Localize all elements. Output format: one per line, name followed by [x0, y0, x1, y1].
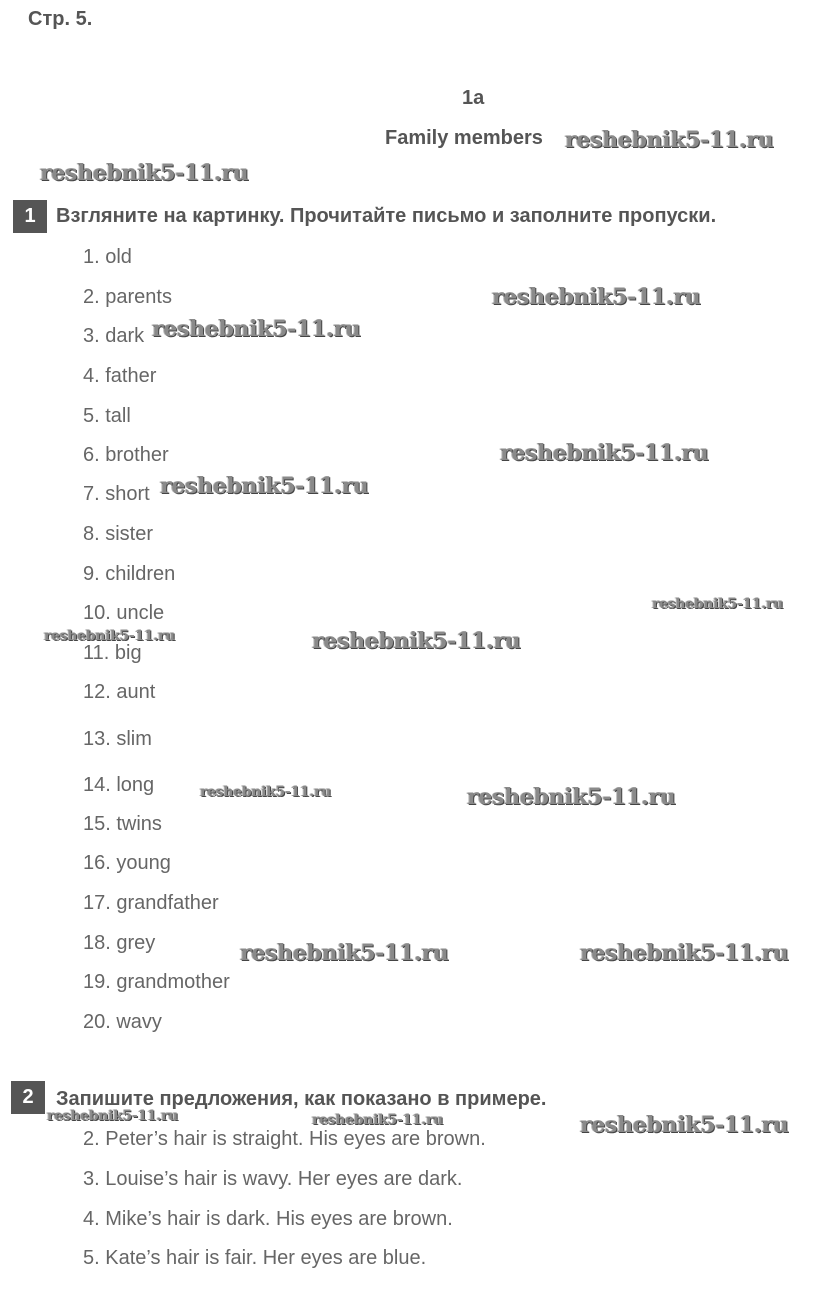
watermark: reshebnik5-11.ru	[500, 440, 709, 466]
exercise-2-number: 2	[11, 1081, 45, 1114]
watermark: reshebnik5-11.ru	[652, 596, 783, 612]
exercise-2-instruction: Запишите предложения, как показано в примере.	[56, 1088, 547, 1110]
exercise-1-answer: 1. old	[83, 246, 132, 268]
watermark: reshebnik5-11.ru	[152, 316, 361, 342]
exercise-1-answer: 7. short	[83, 483, 150, 505]
exercise-1-answer: 18. grey	[83, 932, 156, 954]
watermark: reshebnik5-11.ru	[44, 628, 175, 644]
unit-title: Family members	[385, 127, 543, 149]
watermark: reshebnik5-11.ru	[565, 127, 774, 153]
exercise-1-answer: 3. dark	[83, 325, 145, 347]
exercise-1-answer: 15. twins	[83, 813, 162, 835]
unit-number: 1a	[462, 87, 485, 109]
watermark: reshebnik5-11.ru	[240, 940, 449, 966]
watermark: reshebnik5-11.ru	[200, 784, 331, 800]
exercise-2-answer: 5. Kate’s hair is fair. Her eyes are blue.	[83, 1247, 427, 1269]
exercise-1-answer: 14. long	[83, 774, 155, 796]
exercise-1-answer: 8. sister	[83, 523, 154, 545]
exercise-1-number: 1	[13, 200, 47, 233]
exercise-1-answer: 12. aunt	[83, 681, 156, 703]
exercise-1-answer: 9. children	[83, 563, 176, 585]
exercise-1-answer: 4. father	[83, 365, 157, 387]
exercise-1-answer: 6. brother	[83, 444, 169, 466]
watermark: reshebnik5-11.ru	[312, 628, 521, 654]
watermark: reshebnik5-11.ru	[580, 940, 789, 966]
exercise-1-instruction: Взгляните на картинку. Прочитайте письмо и заполните пропуски.	[56, 205, 717, 227]
exercise-1-answer: 17. grandfather	[83, 892, 219, 914]
exercise-1-answer: 20. wavy	[83, 1011, 162, 1033]
watermark: reshebnik5-11.ru	[312, 1112, 443, 1128]
watermark: reshebnik5-11.ru	[580, 1112, 789, 1138]
exercise-1-answer: 10. uncle	[83, 602, 165, 624]
exercise-1-answer: 5. tall	[83, 405, 131, 427]
watermark: reshebnik5-11.ru	[40, 160, 249, 186]
exercise-1-answer: 11. big	[83, 642, 142, 664]
watermark: reshebnik5-11.ru	[47, 1108, 178, 1124]
page-number: Стр. 5.	[28, 8, 93, 30]
watermark: reshebnik5-11.ru	[160, 473, 369, 499]
exercise-1-answer: 2. parents	[83, 286, 172, 308]
exercise-1-answer: 16. young	[83, 852, 171, 874]
exercise-2-answer: 2. Peter’s hair is straight. His eyes are brown.	[83, 1128, 486, 1150]
watermark: reshebnik5-11.ru	[467, 784, 676, 810]
exercise-2-answer: 3. Louise’s hair is wavy. Her eyes are dark.	[83, 1168, 463, 1190]
exercise-1-answer: 19. grandmother	[83, 971, 230, 993]
exercise-2-answer: 4. Mike’s hair is dark. His eyes are brown.	[83, 1208, 453, 1230]
exercise-1-answer: 13. slim	[83, 728, 152, 750]
watermark: reshebnik5-11.ru	[492, 284, 701, 310]
